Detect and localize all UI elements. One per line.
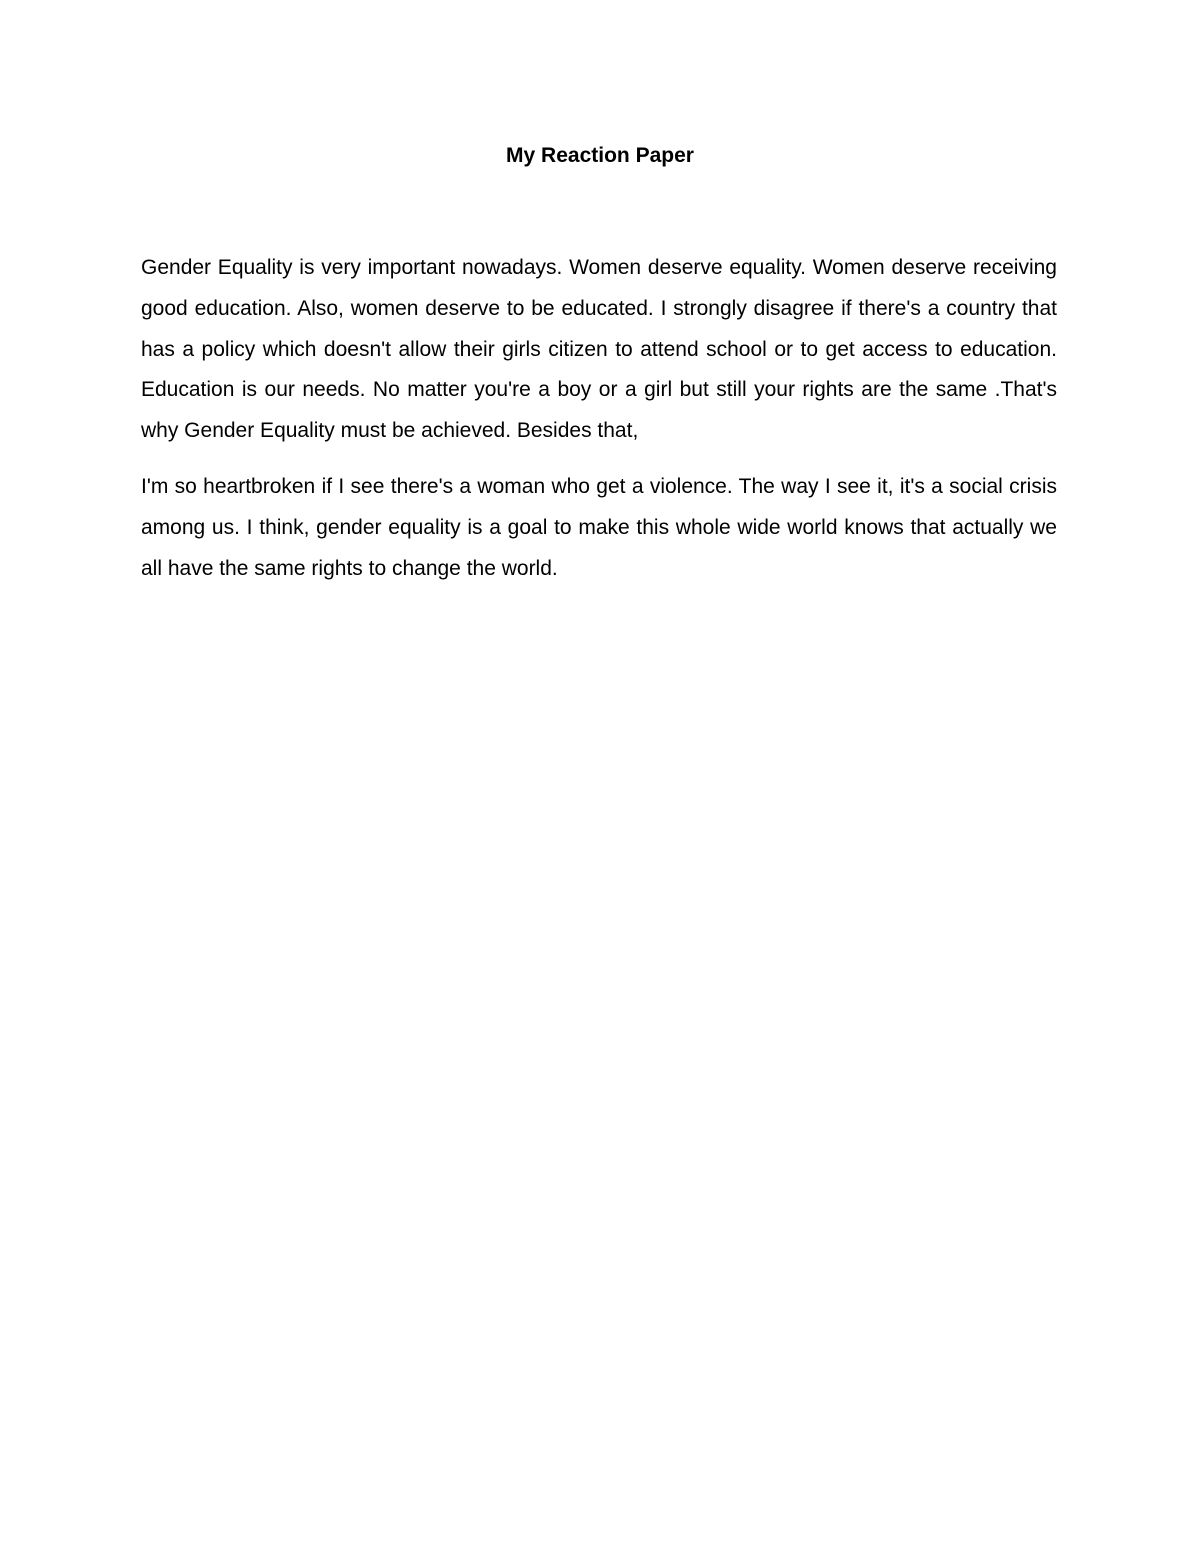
paragraph-2: I'm so heartbroken if I see there's a woman who get a violence. The way I see it, it's a social crisis among us. I think, gender equality is a goal to make this whole wide world knows that actually we all have the same rights to change the world.: [141, 474, 1057, 580]
page-title: My Reaction Paper: [506, 144, 694, 167]
paragraph-1: Gender Equality is very important nowadays. Women deserve equality. Women deserve receiving good education. Also, women deserve to be educated. I strongly disagree if there's a country that has a policy which doesn't allow their girls citizen to attend school or to get access to education. Education is our needs. No matter you're a boy or a girl but still your rights are the same .That's why Gender Equality must be achieved. Besides that,: [141, 256, 1057, 443]
document-body: [141, 248, 1057, 589]
